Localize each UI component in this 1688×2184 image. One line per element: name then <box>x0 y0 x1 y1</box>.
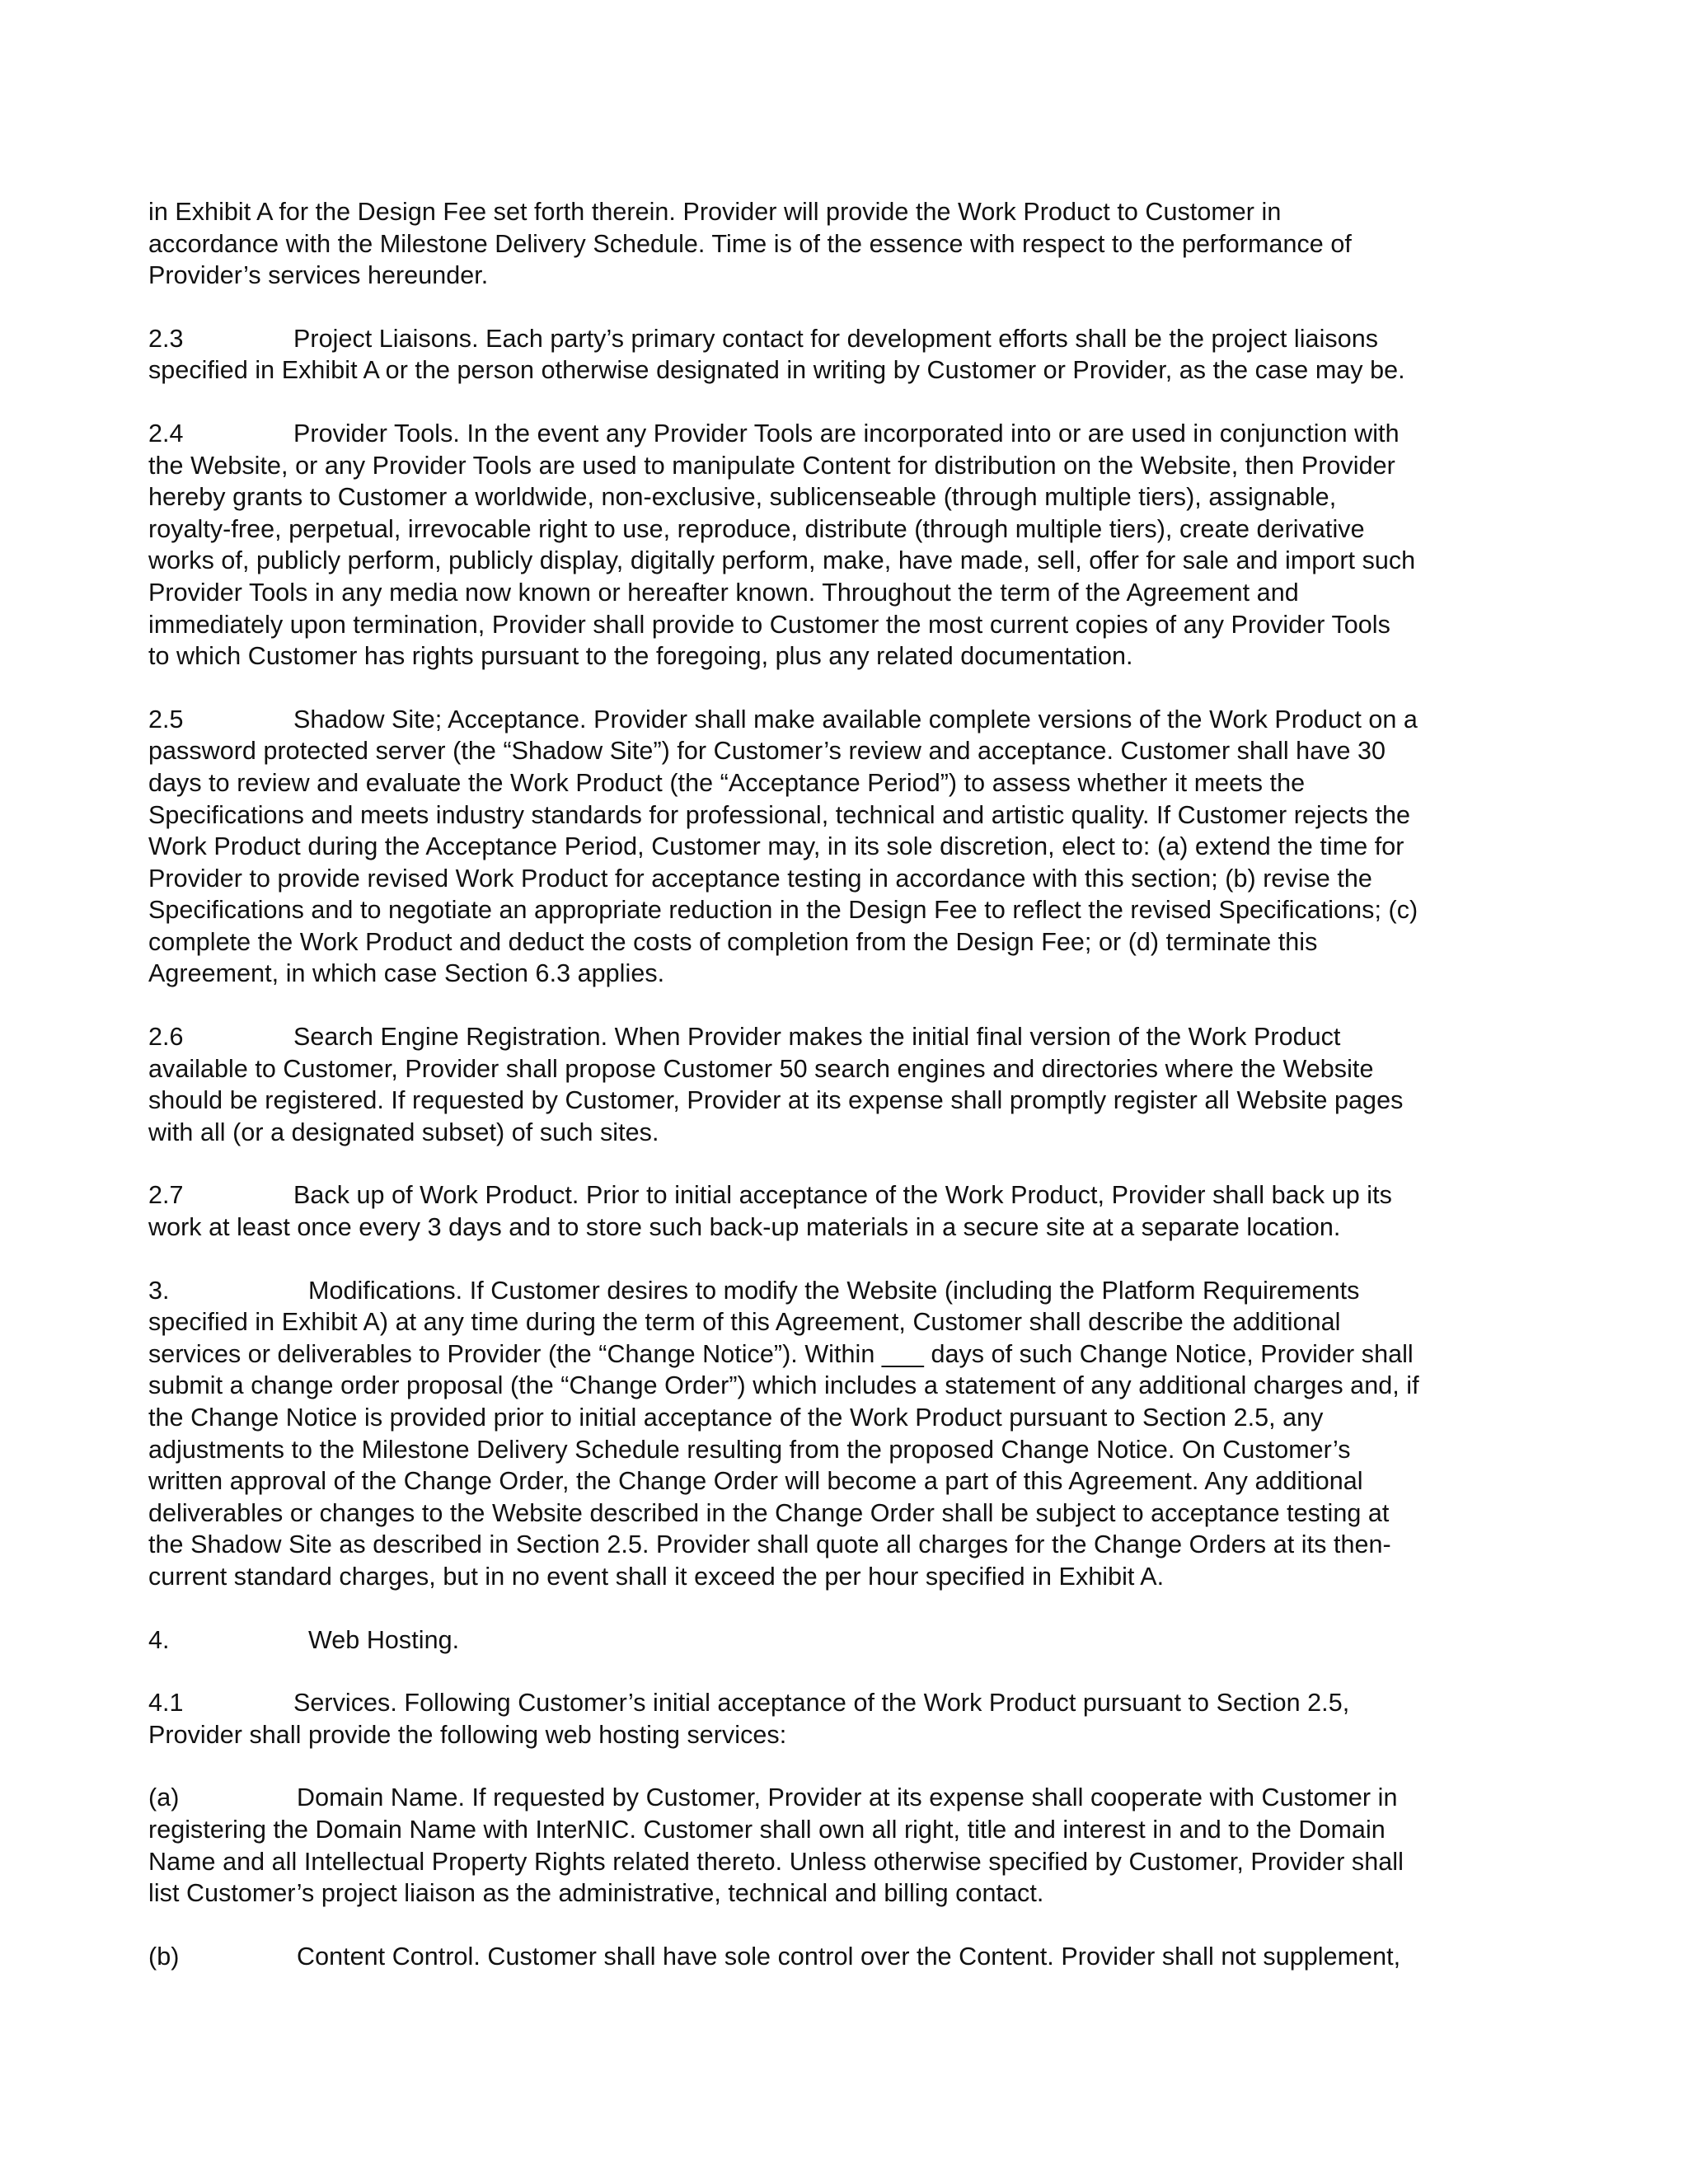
paragraph-line: list Customer’s project liaison as the administrative, technical and billing contact. <box>148 1879 1044 1908</box>
section-heading: Web Hosting. <box>308 1625 460 1654</box>
section-number: 2.7 <box>148 1181 184 1210</box>
section-number: 2.6 <box>148 1023 184 1052</box>
section-number: 2.3 <box>148 324 184 353</box>
paragraph-line: in Exhibit A for the Design Fee set forth therein. Provider will provide the Work Product to Customer in <box>148 198 1282 226</box>
paragraph-line: the Change Notice is provided prior to initial acceptance of the Work Product pursuant to Section 2.5, any <box>148 1404 1324 1432</box>
paragraph-line-text: Services. Following Customer’s initial acceptance of the Work Product pursuant to Section 2.5, <box>293 1689 1350 1718</box>
section-4-web-hosting <box>148 1624 1550 1657</box>
paragraph-line: Agreement, in which case Section 6.3 applies. <box>148 959 665 988</box>
paragraph-line <box>148 1624 1550 1657</box>
section-number: (b) <box>148 1942 180 1971</box>
paragraph-line: deliverables or changes to the Website described in the Change Order shall be subject to acceptance testing at <box>148 1498 1390 1527</box>
paragraph-line: services or deliverables to Provider (the “Change Notice”). Within ___ days of such Change Notice, Provider shall <box>148 1339 1414 1368</box>
paragraph-line-text: Provider Tools. In the event any Provider Tools are incorporated into or are used in conjunction with <box>293 419 1400 448</box>
section-4-1-b-content-control <box>148 1941 1550 1973</box>
paragraph-line: written approval of the Change Order, the Change Order will become a part of this Agreement. Any additional <box>148 1467 1363 1496</box>
paragraph-line: Provider’s services hereunder. <box>148 261 489 290</box>
paragraph-line <box>148 323 1550 355</box>
paragraph-line: the Shadow Site as described in Section 2.5. Provider shall quote all charges for the Change Orders at its then- <box>148 1530 1391 1559</box>
paragraph-line: specified in Exhibit A or the person otherwise designated in writing by Customer or Provider, as the case may be. <box>148 356 1405 385</box>
paragraph-line: works of, publicly perform, publicly display, digitally perform, make, have made, sell, offer for sale and import such <box>148 546 1416 575</box>
paragraph-line: registering the Domain Name with InterNIC. Customer shall own all right, title and interest in and to the Domain <box>148 1815 1386 1844</box>
paragraph-line: Specifications and meets industry standards for professional, technical and artistic quality. If Customer rejects the <box>148 800 1411 829</box>
section-2-5-shadow-site-acceptance <box>148 704 1550 990</box>
paragraph-line: should be registered. If requested by Customer, Provider at its expense shall promptly register all Website pages <box>148 1086 1404 1115</box>
paragraph-line: days to review and evaluate the Work Product (the “Acceptance Period”) to assess whether it meets the <box>148 768 1306 797</box>
paragraph-line <box>148 418 1550 450</box>
paragraph-line-text: Content Control. Customer shall have sole control over the Content. Provider shall not supplement, <box>297 1942 1401 1971</box>
paragraph-line: immediately upon termination, Provider shall provide to Customer the most current copies of any Provider Tools <box>148 610 1390 639</box>
paragraph-line: work at least once every 3 days and to store such back-up materials in a secure site at a separate location. <box>148 1213 1341 1242</box>
section-2-3-project-liaisons <box>148 323 1550 387</box>
section-4-1-a-domain-name <box>148 1782 1550 1909</box>
paragraph-line <box>148 1782 1550 1814</box>
section-2-4-provider-tools <box>148 418 1550 673</box>
paragraph-line <box>148 1021 1550 1053</box>
paragraph-line <box>148 1275 1550 1307</box>
document-page <box>148 196 1550 2004</box>
section-number: 3. <box>148 1276 170 1305</box>
section-number: 4. <box>148 1625 170 1654</box>
paragraph-line: the Website, or any Provider Tools are used to manipulate Content for distribution on the Website, then Provider <box>148 451 1395 480</box>
paragraph-line: Work Product during the Acceptance Period, Customer may, in its sole discretion, elect to: (a) extend the time for <box>148 832 1404 861</box>
paragraph-line: adjustments to the Milestone Delivery Schedule resulting from the proposed Change Notice. On Customer’s <box>148 1435 1351 1464</box>
paragraph-line <box>148 1941 1550 1973</box>
paragraph-line <box>148 1179 1550 1212</box>
paragraph-line: royalty-free, perpetual, irrevocable right to use, reproduce, distribute (through multiple tiers), create derivative <box>148 514 1365 543</box>
paragraph-line: Name and all Intellectual Property Rights related thereto. Unless otherwise specified by Customer, Provider shall <box>148 1847 1404 1876</box>
paragraph-line: with all (or a designated subset) of such sites. <box>148 1118 659 1146</box>
paragraph-line <box>148 1687 1550 1719</box>
paragraph-line: submit a change order proposal (the “Change Order”) which includes a statement of any additional charges and, if <box>148 1371 1419 1400</box>
paragraph-line-text: Back up of Work Product. Prior to initial acceptance of the Work Product, Provider shall back up its <box>293 1181 1392 1210</box>
paragraph-line: Specifications and to negotiate an appropriate reduction in the Design Fee to reflect the revised Specifications; (c) <box>148 896 1418 925</box>
section-number: 4.1 <box>148 1689 184 1718</box>
paragraph-line-text: Shadow Site; Acceptance. Provider shall make available complete versions of the Work Product on a <box>293 705 1418 733</box>
paragraph-line-text: Project Liaisons. Each party’s primary contact for development efforts shall be the project liaisons <box>293 324 1379 353</box>
paragraph-line: to which Customer has rights pursuant to the foregoing, plus any related documentation. <box>148 642 1133 671</box>
paragraph-line: accordance with the Milestone Delivery Schedule. Time is of the essence with respect to the performance of <box>148 229 1352 258</box>
paragraph-2-2-continuation <box>148 196 1550 292</box>
paragraph-line-text: Domain Name. If requested by Customer, Provider at its expense shall cooperate with Customer in <box>297 1783 1398 1812</box>
paragraph-line: hereby grants to Customer a worldwide, non-exclusive, sublicenseable (through multiple tiers), assignable, <box>148 483 1337 512</box>
section-2-6-search-engine-registration <box>148 1021 1550 1148</box>
section-2-7-back-up <box>148 1179 1550 1243</box>
paragraph-line: password protected server (the “Shadow Site”) for Customer’s review and acceptance. Customer shall have 30 <box>148 737 1386 766</box>
section-number: 2.5 <box>148 705 184 733</box>
paragraph-line <box>148 704 1550 736</box>
section-number: (a) <box>148 1783 180 1812</box>
section-3-modifications <box>148 1275 1550 1593</box>
paragraph-line: complete the Work Product and deduct the costs of completion from the Design Fee; or (d) terminate this <box>148 927 1318 956</box>
paragraph-line: current standard charges, but in no event shall it exceed the per hour specified in Exhibit A. <box>148 1562 1165 1591</box>
section-4-1-services <box>148 1687 1550 1750</box>
paragraph-line: Provider Tools in any media now known or hereafter known. Throughout the term of the Agreement and <box>148 578 1299 607</box>
paragraph-line: Provider shall provide the following web hosting services: <box>148 1720 787 1749</box>
paragraph-line: specified in Exhibit A) at any time during the term of this Agreement, Customer shall describe the additional <box>148 1308 1341 1337</box>
paragraph-line-text: Modifications. If Customer desires to modify the Website (including the Platform Requirements <box>308 1276 1360 1305</box>
paragraph-line: Provider to provide revised Work Product for acceptance testing in accordance with this section; (b) revise the <box>148 864 1372 893</box>
section-number: 2.4 <box>148 419 184 448</box>
paragraph-line: available to Customer, Provider shall propose Customer 50 search engines and directories where the Website <box>148 1054 1374 1083</box>
paragraph-line-text: Search Engine Registration. When Provider makes the initial final version of the Work Product <box>293 1023 1341 1052</box>
